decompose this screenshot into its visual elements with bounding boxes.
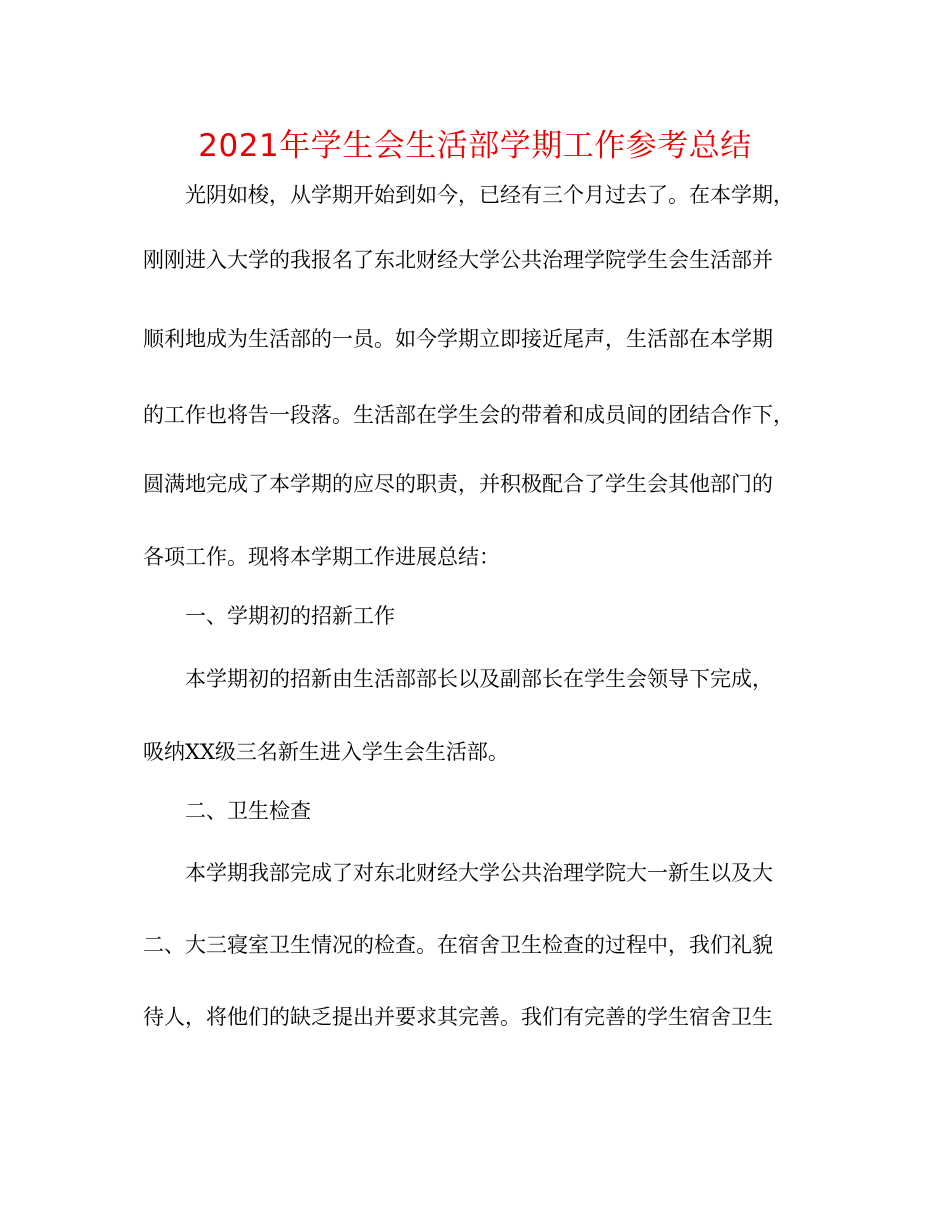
section-heading-hygiene: 二、卫生检查 (185, 799, 311, 823)
section-heading-recruitment: 一、学期初的招新工作 (185, 604, 395, 628)
paragraph-1-line-1: 光阴如梭，从学期开始到如今，已经有三个月过去了。在本学期， (185, 183, 794, 207)
paragraph-2-line-1: 本学期初的招新由生活部部长以及副部长在学生会领导下完成， (185, 667, 773, 691)
paragraph-3-line-2: 二、大三寝室卫生情况的检查。在宿舍卫生检查的过程中，我们礼貌 (143, 933, 773, 957)
paragraph-1-line-5: 圆满地完成了本学期的应尽的职责，并积极配合了学生会其他部门的 (143, 472, 773, 496)
document-title: 2021年学生会生活部学期工作参考总结 (198, 128, 752, 164)
paragraph-2-line-2: 吸纳XX级三名新生进入学生会生活部。 (143, 740, 509, 764)
paragraph-3-line-3: 待人，将他们的缺乏提出并要求其完善。我们有完善的学生宿舍卫生 (143, 1005, 773, 1029)
paragraph-1-line-6: 各项工作。现将本学期工作进展总结： (143, 545, 500, 569)
paragraph-3-line-1: 本学期我部完成了对东北财经大学公共治理学院大一新生以及大 (185, 861, 773, 885)
paragraph-1-line-2: 刚刚进入大学的我报名了东北财经大学公共治理学院学生会生活部并 (143, 248, 773, 272)
paragraph-1-line-4: 的工作也将告一段落。生活部在学生会的带着和成员间的团结合作下， (143, 403, 794, 427)
paragraph-1-line-3: 顺利地成为生活部的一员。如今学期立即接近尾声，生活部在本学期 (143, 327, 773, 351)
